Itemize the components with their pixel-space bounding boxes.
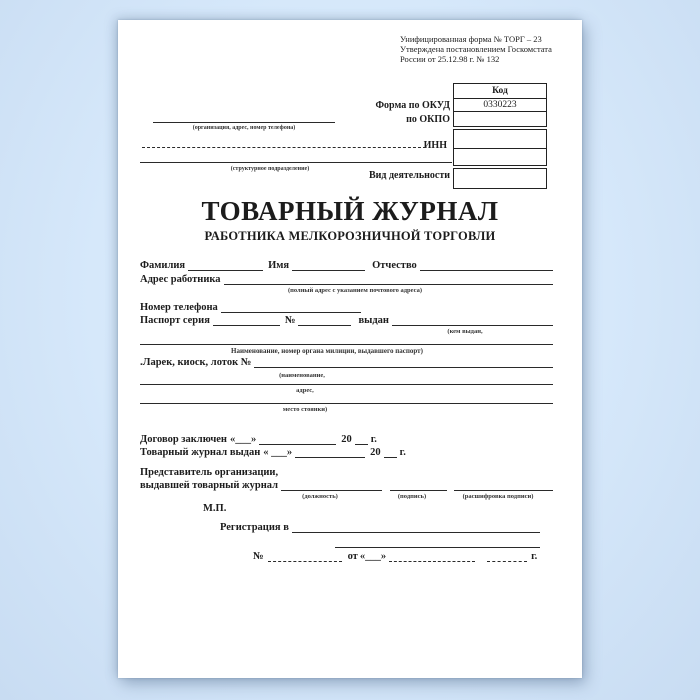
reg-no-label: №	[253, 551, 264, 562]
structural-unit-caption: (структурное подразделение)	[230, 166, 310, 172]
document-sheet	[118, 20, 582, 678]
stall-location-blank	[140, 393, 553, 404]
registration-row-2	[140, 543, 553, 548]
issued-caption-2: Наименование, номер органа милиции, выдавшего паспорт)	[231, 347, 423, 355]
phone-label: Номер телефона	[140, 302, 218, 313]
approval-note-line2: Утверждена постановлением Госкомстата	[400, 44, 552, 54]
contract-day-blank: «___»	[229, 434, 257, 445]
contract-year-blank	[355, 434, 368, 445]
passport-no-blank	[298, 315, 351, 326]
stall-caption-1: (наименование,	[279, 372, 325, 379]
address-caption: (полный адрес с указанием почтового адреса)	[287, 287, 423, 294]
firstname-blank	[292, 260, 365, 271]
issued-blank	[392, 315, 553, 326]
organization-caption: (организация, адрес, номер телефона)	[192, 125, 296, 131]
position-blank	[281, 480, 382, 491]
document-title: ТОВАРНЫЙ ЖУРНАЛ	[201, 196, 499, 226]
stall-caption-3: место стоянки)	[282, 406, 328, 413]
reg-day-blank: «___»	[359, 551, 387, 562]
reg-from-label: от	[347, 551, 358, 562]
address-row	[140, 272, 553, 285]
approval-note-line3: России от 25.12.98 г. № 132	[400, 54, 500, 64]
okpo-label: по ОКПО	[406, 114, 450, 125]
signature-name-caption: (расшифровка подписи)	[462, 493, 534, 500]
journal-label: Товарный журнал выдан	[140, 447, 261, 458]
okpo-code-cell	[454, 112, 546, 126]
contract-year-suffix: г.	[370, 434, 377, 445]
registration-blank-2	[335, 537, 540, 548]
codes-table	[453, 83, 547, 189]
registration-number-row	[140, 549, 553, 562]
passport-label: Паспорт серия	[140, 315, 210, 326]
signature-name-blank	[454, 480, 553, 491]
codes-header-cell: Код	[454, 84, 546, 99]
passport-issuer-row	[140, 335, 553, 345]
representative-label-2: выдавшей товарный журнал	[140, 480, 278, 491]
form-body	[140, 258, 553, 588]
journal-month-blank	[295, 447, 365, 458]
codes-group-3	[453, 168, 547, 189]
phone-row	[140, 300, 553, 313]
stall-address-row	[140, 375, 553, 385]
firstname-label: Имя	[268, 260, 290, 271]
surname-blank	[188, 260, 263, 271]
journal-day-blank: « ___»	[263, 447, 293, 458]
passport-issuer-blank	[140, 334, 553, 345]
issued-label: выдан	[358, 315, 389, 326]
signature-caption: (подпись)	[397, 493, 427, 500]
activity-label: Вид деятельности	[368, 170, 450, 181]
stall-caption-2: адрес,	[296, 387, 314, 394]
position-caption: (должность)	[302, 493, 338, 500]
stall-address-blank	[140, 374, 553, 385]
passport-no-label: №	[284, 315, 296, 326]
reg-no-blank	[268, 551, 342, 562]
patronymic-label: Отчество	[372, 260, 417, 271]
reg-year-blank	[487, 551, 527, 562]
journal-issued-row	[140, 445, 553, 458]
codes-group-2	[453, 129, 547, 166]
representative-label-1: Представитель организации,	[140, 467, 279, 478]
inn-blank	[142, 137, 426, 148]
contract-row	[140, 432, 553, 445]
patronymic-blank	[420, 260, 553, 271]
activity-code-cell	[454, 169, 546, 188]
inn-label: ИНН	[423, 140, 447, 151]
phone-blank	[221, 302, 361, 313]
registration-label: Регистрация в	[220, 522, 289, 533]
contract-label: Договор заключен	[140, 434, 227, 445]
name-row	[140, 258, 553, 271]
okud-code-cell: 0330223	[454, 99, 546, 112]
issued-caption-1: (кем выдан,	[447, 328, 483, 335]
codes-group-1	[453, 83, 547, 127]
address-blank	[224, 274, 553, 285]
passport-series-blank	[213, 315, 280, 326]
signature-blank	[390, 480, 447, 491]
representative-row-2	[140, 478, 553, 491]
passport-row	[140, 313, 553, 326]
stall-row	[140, 355, 553, 368]
approval-note	[400, 34, 576, 64]
stall-location-row	[140, 394, 553, 404]
document-subtitle: РАБОТНИКА МЕЛКОРОЗНИЧНОЙ ТОРГОВЛИ	[204, 229, 496, 243]
journal-year-blank	[384, 447, 397, 458]
registration-row	[140, 520, 553, 533]
stall-label: .Ларек, киоск, лоток №	[140, 357, 252, 368]
stamp-label: М.П.	[203, 503, 227, 514]
reg-year-suffix: г.	[531, 551, 538, 562]
contract-month-blank	[259, 434, 336, 445]
reg-month-blank	[389, 551, 475, 562]
approval-note-line1: Унифицированная форма № ТОРГ – 23	[400, 34, 542, 44]
representative-row-1	[140, 465, 553, 478]
okud-label: Форма по ОКУД	[375, 100, 450, 111]
inn-code-cell	[454, 130, 546, 149]
surname-label: Фамилия	[140, 260, 186, 271]
registration-blank-1	[292, 522, 540, 533]
organization-blank	[153, 112, 335, 123]
journal-year-suffix: г.	[399, 447, 406, 458]
journal-year-prefix: 20	[370, 447, 381, 458]
structural-unit-blank	[140, 152, 452, 163]
address-label: Адрес работника	[140, 274, 221, 285]
extra-code-cell	[454, 149, 546, 165]
contract-year-prefix: 20	[341, 434, 352, 445]
stall-name-blank	[254, 357, 553, 368]
